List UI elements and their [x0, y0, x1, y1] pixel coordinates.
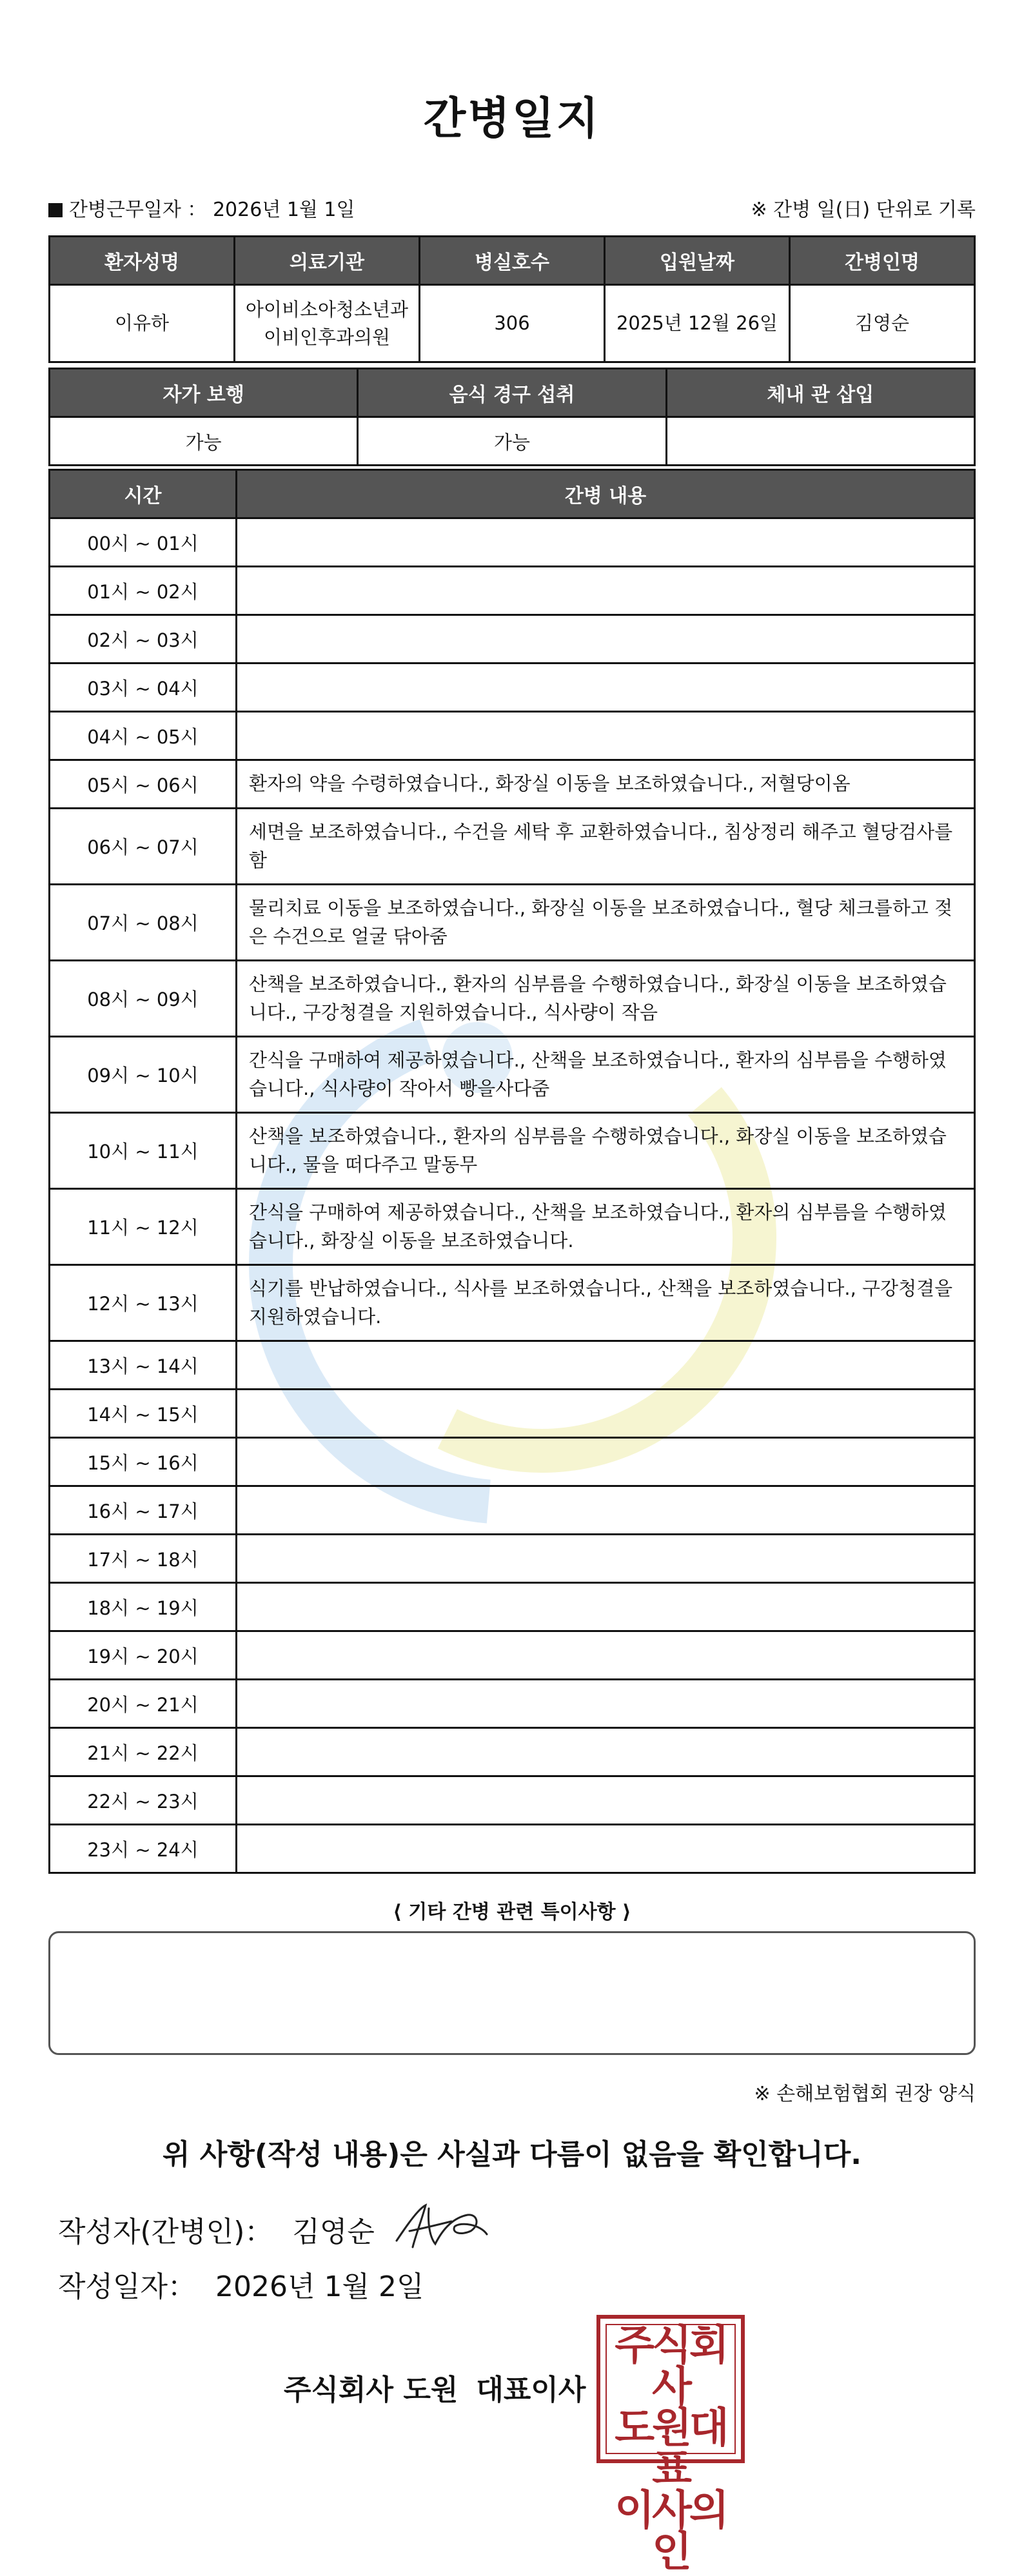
seal-line-3: 이사의인 — [615, 2487, 727, 2576]
header-oral-intake: 음식 경구 섭취 — [358, 369, 666, 417]
company-title: 대표이사 — [476, 2374, 586, 2406]
time-slot: 13시 ~ 14시 — [50, 1341, 237, 1390]
work-date-line — [48, 193, 355, 222]
time-slot: 06시 ~ 07시 — [50, 809, 237, 885]
time-slot: 17시 ~ 18시 — [50, 1535, 237, 1583]
care-content — [237, 1631, 975, 1680]
square-bullet-icon — [48, 203, 63, 217]
table-row — [50, 567, 975, 615]
header-patient-name: 환자성명 — [50, 237, 235, 285]
care-content — [237, 1825, 975, 1873]
time-slot: 11시 ~ 12시 — [50, 1189, 237, 1265]
care-content — [237, 1341, 975, 1390]
hospital-line1: 아이비소아청소년과 — [245, 299, 409, 321]
time-slot: 04시 ~ 05시 — [50, 712, 237, 760]
patient-status-table — [48, 368, 976, 466]
association-note: ※ 손해보험협회 권장 양식 — [754, 2083, 976, 2105]
notes-title: ⟨ 기타 간병 관련 특이사항 ⟩ — [393, 1901, 631, 1923]
room-number: 306 — [420, 285, 605, 362]
table-row — [50, 1390, 975, 1438]
table-row — [50, 1631, 975, 1680]
company-line — [284, 2366, 604, 2408]
header-room: 병실호수 — [420, 237, 605, 285]
care-content — [237, 518, 975, 567]
time-slot: 03시 ~ 04시 — [50, 664, 237, 712]
care-content — [237, 1776, 975, 1825]
care-content: 간식을 구매하여 제공하였습니다., 산책을 보조하였습니다., 환자의 심부름을 수행하였습니다., 화장실 이동을 보조하였습니다. — [237, 1189, 975, 1265]
care-schedule-table — [48, 469, 976, 1874]
care-content: 간식을 구매하여 제공하였습니다., 산책을 보조하였습니다., 환자의 심부름을 수행하였습니다., 식사량이 작아서 빵을사다줌 — [237, 1037, 975, 1113]
caregiver-name: 김영순 — [790, 285, 975, 362]
writer-name: 김영순 — [292, 2216, 375, 2248]
notes-box — [48, 1931, 976, 2055]
care-content — [237, 1680, 975, 1728]
care-content — [237, 1390, 975, 1438]
tube-insertion-value — [666, 417, 974, 466]
writer-label: 작성자(간병인)： — [58, 2216, 273, 2248]
table-row — [50, 1438, 975, 1486]
header-admission-date: 입원날짜 — [605, 237, 790, 285]
hospital-line2: 이비인후과의원 — [263, 326, 391, 348]
care-content — [237, 1438, 975, 1486]
written-date-label: 작성일자： — [58, 2270, 197, 2303]
care-content — [237, 1728, 975, 1776]
admission-date: 2025년 12월 26일 — [605, 285, 790, 362]
table-row — [50, 518, 975, 567]
seal-line-1: 주식회사 — [615, 2322, 727, 2411]
table-row — [50, 1037, 975, 1113]
time-slot: 12시 ~ 13시 — [50, 1265, 237, 1341]
care-content: 산책을 보조하였습니다., 환자의 심부름을 수행하였습니다., 화장실 이동을 보조하였습니다., 구강청결을 지원하였습니다., 식사량이 작음 — [237, 961, 975, 1037]
header-hospital: 의료기관 — [235, 237, 420, 285]
work-date-value: 2026년 1월 1일 — [212, 199, 355, 221]
company-seal-stamp — [596, 2315, 745, 2576]
time-slot: 14시 ~ 15시 — [50, 1390, 237, 1438]
care-content: 세면을 보조하였습니다., 수건을 세탁 후 교환하였습니다., 침상정리 해주고 혈당검사를 함 — [237, 809, 975, 885]
work-date-label: 간병근무일자 ： — [69, 199, 207, 221]
care-content: 산책을 보조하였습니다., 환자의 심부름을 수행하였습니다., 화장실 이동을 보조하였습니다., 물을 떠다주고 말동무 — [237, 1113, 975, 1189]
oral-intake-value: 가능 — [358, 417, 666, 466]
table-row — [50, 615, 975, 664]
time-slot: 22시 ~ 23시 — [50, 1776, 237, 1825]
table-row — [50, 1265, 975, 1341]
time-slot: 08시 ~ 09시 — [50, 961, 237, 1037]
time-slot: 05시 ~ 06시 — [50, 760, 237, 809]
table-row — [50, 885, 975, 961]
header-self-walking: 자가 보행 — [50, 369, 358, 417]
patient-name: 이유하 — [50, 285, 235, 362]
time-slot: 15시 ~ 16시 — [50, 1438, 237, 1486]
writer-line — [58, 2208, 375, 2250]
patient-info-table — [48, 235, 976, 363]
hospital-name — [235, 285, 420, 362]
table-row — [50, 1776, 975, 1825]
time-slot: 09시 ~ 10시 — [50, 1037, 237, 1113]
time-slot: 02시 ~ 03시 — [50, 615, 237, 664]
time-slot: 20시 ~ 21시 — [50, 1680, 237, 1728]
page-title: 간병일지 — [423, 93, 601, 144]
confirmation-statement: 위 사항(작성 내용)은 사실과 다름이 없음을 확인합니다. — [162, 2138, 862, 2171]
written-date-line — [58, 2263, 424, 2305]
time-slot: 19시 ~ 20시 — [50, 1631, 237, 1680]
table-row — [50, 760, 975, 809]
self-walking-value: 가능 — [50, 417, 358, 466]
seal-line-2: 도원대표 — [615, 2404, 727, 2493]
time-slot: 07시 ~ 08시 — [50, 885, 237, 961]
time-slot: 21시 ~ 22시 — [50, 1728, 237, 1776]
header-time: 시간 — [50, 470, 237, 518]
signature-image — [390, 2196, 493, 2257]
table-row — [50, 809, 975, 885]
care-content: 식기를 반납하였습니다., 식사를 보조하였습니다., 산책을 보조하였습니다., 구강청결을 지원하였습니다. — [237, 1265, 975, 1341]
care-content — [237, 567, 975, 615]
time-slot: 10시 ~ 11시 — [50, 1113, 237, 1189]
table-row — [50, 1341, 975, 1390]
table-row — [50, 1113, 975, 1189]
header-care-content: 간병 내용 — [237, 470, 975, 518]
table-row — [50, 961, 975, 1037]
time-slot: 23시 ~ 24시 — [50, 1825, 237, 1873]
care-content — [237, 712, 975, 760]
written-date-value: 2026년 1월 2일 — [215, 2270, 424, 2303]
table-row — [50, 1825, 975, 1873]
table-row — [50, 1680, 975, 1728]
care-content — [237, 664, 975, 712]
care-content — [237, 615, 975, 664]
company-name: 주식회사 도원 — [284, 2374, 458, 2406]
header-caregiver-name: 간병인명 — [790, 237, 975, 285]
table-row — [50, 664, 975, 712]
table-row — [50, 1486, 975, 1535]
time-slot: 18시 ~ 19시 — [50, 1583, 237, 1631]
table-row — [50, 1728, 975, 1776]
care-content — [237, 1535, 975, 1583]
care-content: 환자의 약을 수령하였습니다., 화장실 이동을 보조하였습니다., 저혈당이옴 — [237, 760, 975, 809]
record-unit-note: ※ 간병 일(日) 단위로 기록 — [751, 199, 976, 221]
table-row — [50, 1535, 975, 1583]
care-content: 물리치료 이동을 보조하였습니다., 화장실 이동을 보조하였습니다., 혈당 체크를하고 젖은 수건으로 얼굴 닦아줌 — [237, 885, 975, 961]
time-slot: 01시 ~ 02시 — [50, 567, 237, 615]
header-tube-insertion: 체내 관 삽입 — [666, 369, 974, 417]
care-content — [237, 1486, 975, 1535]
table-row — [50, 1583, 975, 1631]
care-content — [237, 1583, 975, 1631]
time-slot: 00시 ~ 01시 — [50, 518, 237, 567]
table-row — [50, 712, 975, 760]
table-row — [50, 1189, 975, 1265]
time-slot: 16시 ~ 17시 — [50, 1486, 237, 1535]
